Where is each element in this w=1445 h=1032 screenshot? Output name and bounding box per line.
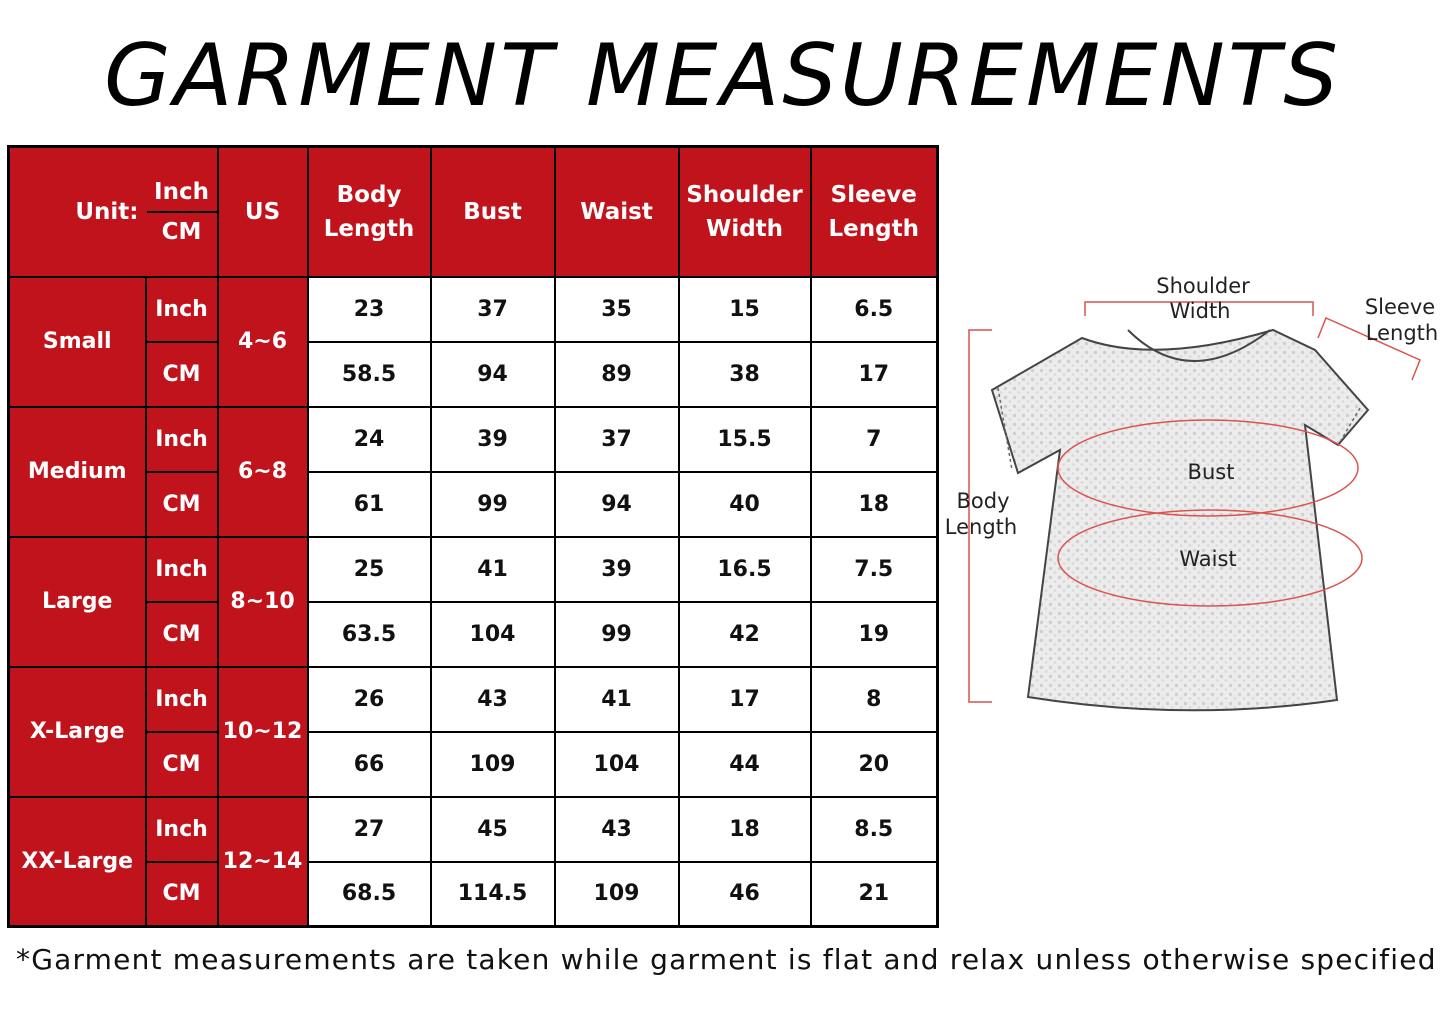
measurement-cell: 37 — [431, 277, 555, 342]
unit-cell: Inch — [146, 667, 218, 732]
measurement-cell: 104 — [555, 732, 679, 797]
sleeve-length-label-line1: Sleeve — [1364, 295, 1436, 319]
header-row — [9, 147, 938, 277]
us-size-cell: 6~8 — [218, 407, 308, 537]
measurement-cell: 38 — [679, 342, 811, 407]
measurement-cell: 63.5 — [308, 602, 431, 667]
unit-inch-label: Inch — [147, 175, 217, 213]
header-line: Sleeve — [830, 181, 917, 208]
measurement-cell: 68.5 — [308, 862, 431, 927]
tshirt-diagram — [940, 260, 1445, 730]
measurement-cell: 7 — [811, 407, 938, 472]
us-size-cell: 12~14 — [218, 797, 308, 927]
table-row — [9, 472, 938, 537]
measurement-cell: 66 — [308, 732, 431, 797]
measurement-cell: 39 — [431, 407, 555, 472]
measurement-cell: 15.5 — [679, 407, 811, 472]
sleeve-length-header — [811, 147, 938, 277]
header-line: Body — [336, 181, 402, 208]
waist-header: Waist — [555, 147, 679, 277]
size-rows — [9, 277, 938, 927]
size-name-cell: Small — [9, 277, 146, 407]
table-row — [9, 277, 938, 342]
body-length-header — [308, 147, 431, 277]
measurement-cell: 23 — [308, 277, 431, 342]
measurement-cell: 6.5 — [811, 277, 938, 342]
measurement-cell: 104 — [431, 602, 555, 667]
unit-cell: Inch — [146, 277, 218, 342]
measurement-cell: 114.5 — [431, 862, 555, 927]
us-header: US — [218, 147, 308, 277]
header-line: Length — [323, 215, 415, 242]
table-row — [9, 407, 938, 472]
measurement-cell: 99 — [555, 602, 679, 667]
table-row — [9, 797, 938, 862]
bust-label: Bust — [1187, 460, 1235, 484]
table-row — [9, 667, 938, 732]
measurement-cell: 7.5 — [811, 537, 938, 602]
unit-cell: CM — [146, 732, 218, 797]
measurement-cell: 109 — [555, 862, 679, 927]
bust-header: Bust — [431, 147, 555, 277]
unit-cell: Inch — [146, 797, 218, 862]
page-title: GARMENT MEASUREMENTS — [104, 26, 1341, 126]
shoulder-width-header — [679, 147, 811, 277]
measurement-cell: 43 — [555, 797, 679, 862]
measurement-cell: 44 — [679, 732, 811, 797]
measurement-cell: 58.5 — [308, 342, 431, 407]
measurement-cell: 41 — [555, 667, 679, 732]
unit-cell: CM — [146, 862, 218, 927]
sleeve-length-label-line2: Length — [1365, 321, 1439, 345]
measurement-cell: 61 — [308, 472, 431, 537]
waist-label: Waist — [1179, 547, 1237, 571]
footnote: *Garment measurements are taken while garment is flat and relax unless otherwise specified — [16, 943, 1437, 976]
table-row — [9, 732, 938, 797]
measurement-cell: 18 — [811, 472, 938, 537]
us-size-cell: 4~6 — [218, 277, 308, 407]
header-line: Shoulder — [686, 181, 803, 208]
size-name-cell: X-Large — [9, 667, 146, 797]
measurement-cell: 15 — [679, 277, 811, 342]
tshirt-icon — [992, 330, 1368, 710]
unit-cm-label: CM — [161, 218, 202, 245]
measurement-cell: 16.5 — [679, 537, 811, 602]
measurement-cell: 109 — [431, 732, 555, 797]
measurement-cell: 45 — [431, 797, 555, 862]
measurement-cell: 25 — [308, 537, 431, 602]
measurement-cell: 40 — [679, 472, 811, 537]
body-length-label-line1: Body — [956, 489, 1010, 513]
measurement-cell: 17 — [679, 667, 811, 732]
measurement-cell: 94 — [555, 472, 679, 537]
measurement-cell: 26 — [308, 667, 431, 732]
measurement-cell: 8 — [811, 667, 938, 732]
measurement-cell: 24 — [308, 407, 431, 472]
measurement-cell: 21 — [811, 862, 938, 927]
measurement-cell: 18 — [679, 797, 811, 862]
unit-label: Unit: — [75, 198, 139, 225]
table-row — [9, 537, 938, 602]
measurement-cell: 8.5 — [811, 797, 938, 862]
us-size-cell: 10~12 — [218, 667, 308, 797]
measurement-cell: 42 — [679, 602, 811, 667]
measurement-cell: 94 — [431, 342, 555, 407]
measurement-cell: 43 — [431, 667, 555, 732]
measurement-cell: 39 — [555, 537, 679, 602]
size-name-cell: Medium — [9, 407, 146, 537]
size-name-cell: Large — [9, 537, 146, 667]
size-name-cell: XX-Large — [9, 797, 146, 927]
header-line: Width — [705, 215, 784, 242]
measurement-cell: 35 — [555, 277, 679, 342]
unit-cell: CM — [146, 472, 218, 537]
table-row — [9, 342, 938, 407]
measurement-cell: 41 — [431, 537, 555, 602]
shoulder-width-label-line1: Shoulder — [1156, 274, 1250, 298]
shoulder-width-label-line2: Width — [1169, 299, 1231, 323]
measurement-cell: 20 — [811, 732, 938, 797]
measurement-cell: 27 — [308, 797, 431, 862]
unit-cell: CM — [146, 342, 218, 407]
measurement-cell: 19 — [811, 602, 938, 667]
measurement-cell: 89 — [555, 342, 679, 407]
unit-header — [9, 147, 218, 277]
size-chart-table — [7, 145, 939, 928]
unit-cell: Inch — [146, 407, 218, 472]
header-line: Length — [828, 215, 919, 242]
unit-cell: Inch — [146, 537, 218, 602]
measurement-cell: 17 — [811, 342, 938, 407]
table-row — [9, 862, 938, 927]
measurement-cell: 46 — [679, 862, 811, 927]
us-size-cell: 8~10 — [218, 537, 308, 667]
unit-cell: CM — [146, 602, 218, 667]
measurement-cell: 99 — [431, 472, 555, 537]
table-row — [9, 602, 938, 667]
measurement-cell: 37 — [555, 407, 679, 472]
body-length-label-line2: Length — [944, 515, 1018, 539]
